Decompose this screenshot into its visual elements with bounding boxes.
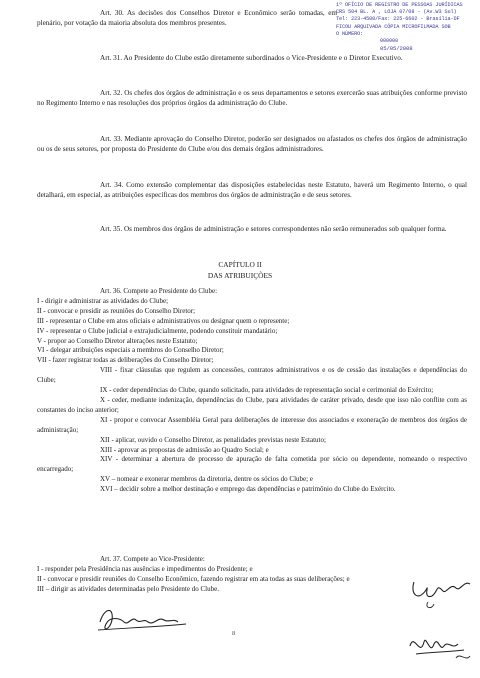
page-number: 8 [232,630,236,637]
article-31: Art. 31. Ao Presidente do Clube estão diretamente subordinados o Vice-Presidente e o Diretor Executivo. [100,54,403,62]
list-item: VII - fazer registrar todas as deliberações do Conselho Diretor; [37,356,214,365]
list-item: XIV - determinar a abertura de processo de apuração de falta cometida por sócio ou dependente, nomeando o respectivo encarregado; [37,455,467,474]
list-item: XIII - aprovar as propostas de admissão ao Quadro Social; e [100,445,269,454]
article-30: Art. 30. As decisões dos Conselhos Diretor e Econômico serão tomadas, em plenário, por votação da maioria absoluta dos membros presentes. [37,9,337,28]
list-item: VI - delegar atribuições especiais a membros do Conselho Diretor; [37,346,224,355]
list-item: X - ceder, mediante indenização, dependências do Clube, para atividades de caráter privado, desde que isso não conflite com as constantes do inciso anterior; [37,395,467,414]
registry-stamp [336,2,480,94]
article-35: Art. 35. Os membros dos órgãos de administração e setores correspondentes não serão remunerados sob qualquer forma. [100,225,447,233]
stamp-line: O NÚMERO: [336,30,364,37]
article-36-intro: Art. 36. Compete ao Presidente do Clube: [100,287,218,295]
list-item: II - convocar e presidir reuniões do Conselho Econômico, fazendo registrar em ata todas as suas deliberações; e [37,574,350,583]
list-item: IV - representar o Clube judicial e extrajudicialmente, podendo constituir mandatário; [37,326,278,335]
stamp-number: 000000 [380,38,399,45]
article-37 [37,555,467,595]
list-item: I - dirigir e administrar as atividades do Clube; [37,296,169,305]
list-item: IX - ceder dependências do Clube, quando solicitado, para atividades de representação social e cerimonial do Exército; [100,386,434,395]
article-34: Art. 34. Como extensão complementar das disposições estabelecidas neste Estatuto, haverá um Regimento Interno, o qual detalhará, em especial, as atribuições específicas dos membros dos órgãos de administração e de seus setores. [37,181,467,200]
signature-left [96,600,196,640]
list-item: III – dirigir as atividades determinadas pelo Presidente do Clube. [37,584,219,593]
signature-right-bottom [404,628,476,668]
list-item: V - propor ao Conselho Diretor alterações neste Estatuto; [37,336,198,345]
article-37-intro: Art. 37. Compete ao Vice-Presidente: [100,555,205,563]
list-item: II - convocar e presidir as reuniões do Conselho Diretor; [37,306,196,315]
stamp-line: Tel: 223-4500/Fax: 225-6602 - Brasília-DF [336,16,460,23]
signature-right-top [408,572,478,612]
list-item: III - representar o Clube em atos oficiais e administrativos ou designar quem o represente; [37,316,290,325]
article-36 [37,287,467,495]
stamp-date: 05/05/2008 [380,45,413,53]
article-32: Art. 32. Os chefes dos órgãos de administração e os seus departamentos e setores exercerão suas atribuições conforme previsto no Regimento Interno e nas resoluções dos próprios órgãos da administração do Clube. [37,89,467,108]
chapter-subtitle: DAS ATRIBUIÇÕES [207,271,273,280]
list-item: XI - propor e convocar Assembléia Geral para deliberações de interesse dos associados e exoneração de membros dos órgãos de administração; [37,415,467,434]
list-item: XII - aplicar, ouvido o Conselho Diretor, as penalidades previstas neste Estatuto; [100,435,326,444]
stamp-line: CRS 504 BL. A , LOJA 07/08 - (Av.W3 Sul) [336,9,457,16]
list-item: XVI – decidir sobre a melhor destinação e emprego das dependências e patrimônio do Clube do Exército. [100,485,396,494]
list-item: VIII - fixar cláusulas que regulem as concessões, contratos administrativos e os de cessão das instalações e dependências do Clube; [37,366,467,385]
article-33: Art. 33. Mediante aprovação do Conselho Diretor, poderão ser designados ou afastados os chefes dos órgãos de administração ou os de seus setores, por proposta do Presidente do Clube e/ou dos demais órgãos administradores. [37,135,467,154]
list-item: XV – nomear e exonerar membros da diretoria, dentre os sócios do Clube; e [100,475,313,484]
list-item: I - responder pela Presidência nas ausências e impedimentos do Presidente; e [37,564,253,573]
stamp-line: FICOU ARQUIVADA CÓPIA MICROFILMADA SOB [336,23,451,30]
chapter-title: CAPÍTULO II [218,260,262,269]
stamp-line: 1º OFÍCIO DE REGISTRO DE PESSOAS JURÍDICAS [336,2,463,8]
